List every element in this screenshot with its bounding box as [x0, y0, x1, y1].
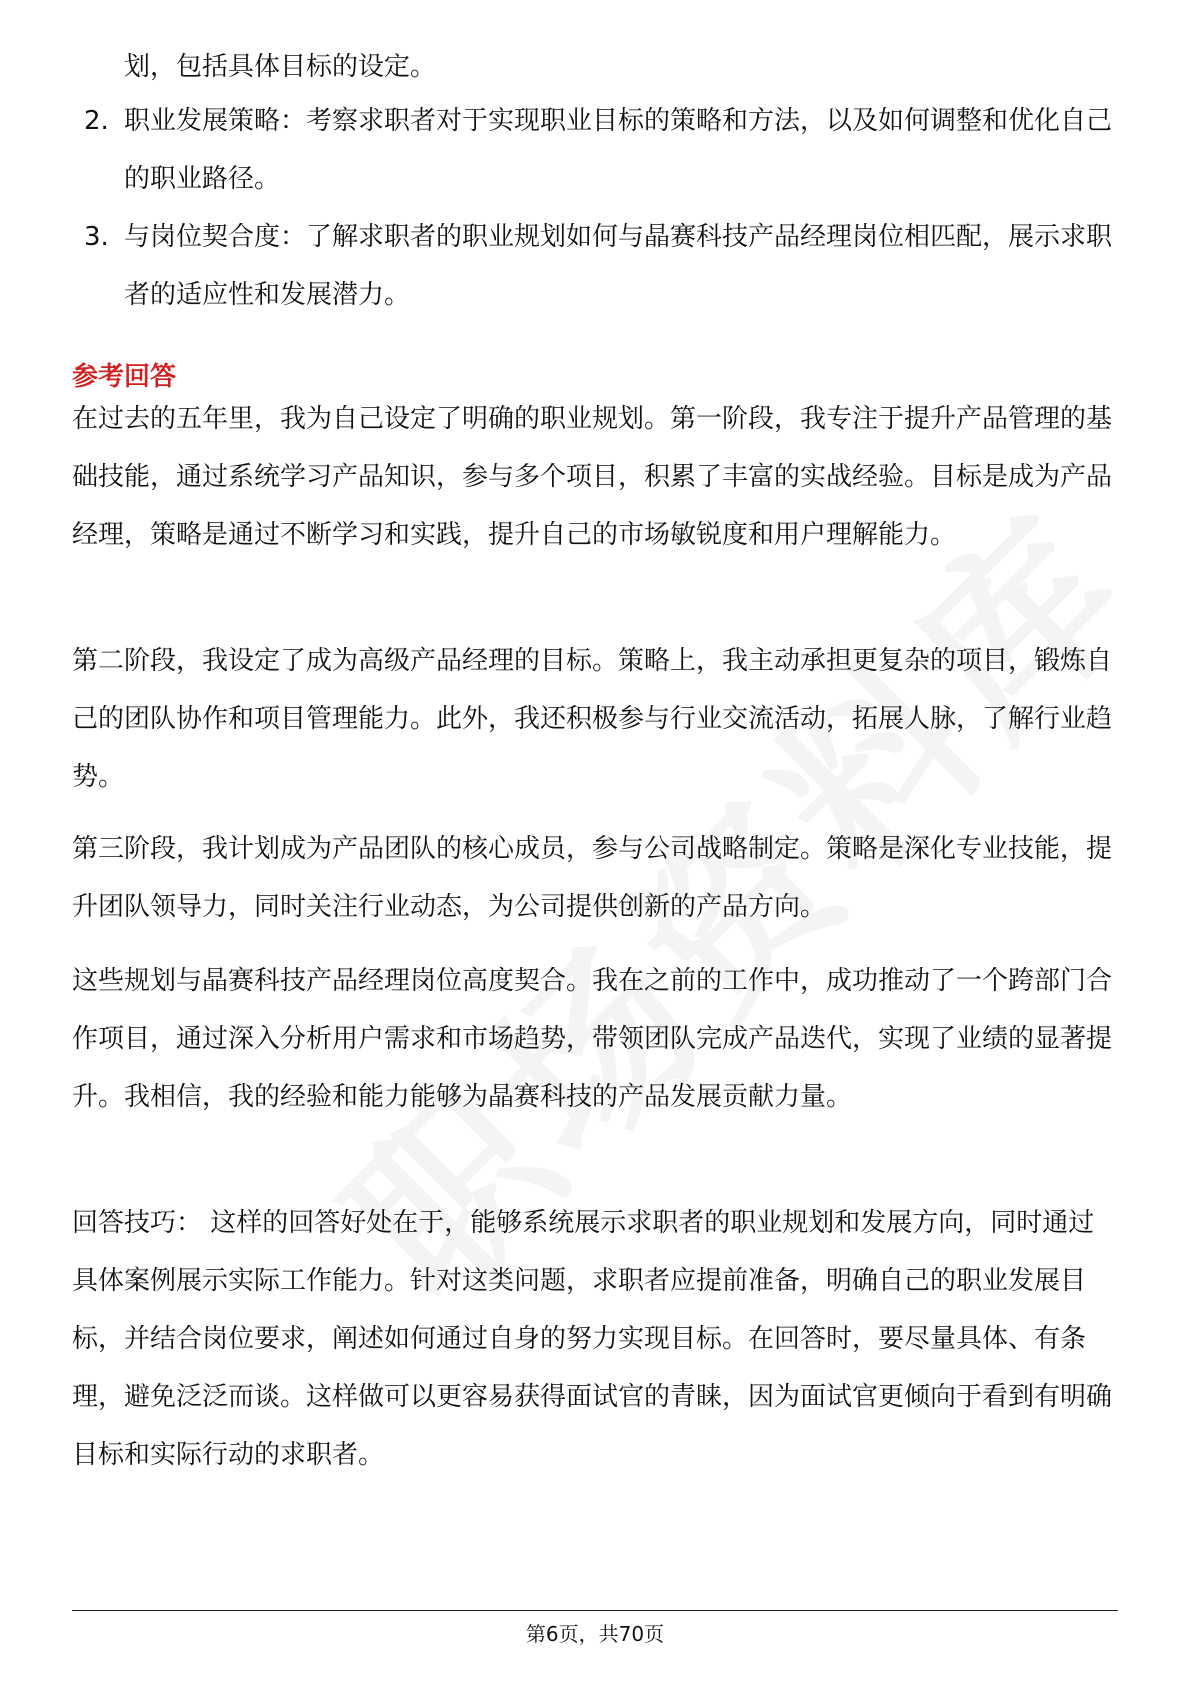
answer-paragraph-4: 这些规划与晶赛科技产品经理岗位高度契合。我在之前的工作中，成功推动了一个跨部门合作项目，通过深入分析用户需求和市场趋势，带领团队完成产品迭代，实现了业绩的显著提升。我相信，我的经验和能力能够为晶赛科技的产品发展贡献力量。: [72, 966, 1113, 1112]
list-item-number: 2.: [84, 106, 109, 136]
list-item-text: 与岗位契合度：了解求职者的职业规划如何与晶赛科技产品经理岗位相匹配，展示求职者的适应性和发展潜力。: [124, 222, 1113, 310]
footer-divider: [72, 1610, 1118, 1611]
list-item-continuation: 划，包括具体目标的设定。: [124, 52, 437, 82]
list-item: [72, 92, 1118, 208]
point-list: [72, 92, 1118, 324]
answer-paragraph-1: 在过去的五年里，我为自己设定了明确的职业规划。第一阶段，我专注于提升产品管理的基础技能，通过系统学习产品知识，参与多个项目，积累了丰富的实战经验。目标是成为产品经理，策略是通过不断学习和实践，提升自己的市场敏锐度和用户理解能力。: [72, 404, 1113, 550]
list-item-text: 职业发展策略：考察求职者对于实现职业目标的策略和方法，以及如何调整和优化自己的职业路径。: [124, 106, 1113, 194]
list-item-number: 3.: [84, 222, 109, 252]
answer-paragraph-3: 第三阶段，我计划成为产品团队的核心成员，参与公司战略制定。策略是深化专业技能，提升团队领导力，同时关注行业动态，为公司提供创新的产品方向。: [72, 834, 1113, 922]
page-number: 第6页，共70页: [525, 1622, 665, 1646]
answer-tips-paragraph: 回答技巧： 这样的回答好处在于，能够系统展示求职者的职业规划和发展方向，同时通过具体案例展示实际工作能力。针对这类问题，求职者应提前准备，明确自己的职业发展目标，并结合岗位要求，阐述如何通过自身的努力实现目标。在回答时，要尽量具体、有条理，避免泛泛而谈。这样做可以更容易获得面试官的青睐，因为面试官更倾向于看到有明确目标和实际行动的求职者。: [72, 1208, 1113, 1470]
list-item: [72, 208, 1118, 324]
answer-paragraph-2: 第二阶段，我设定了成为高级产品经理的目标。策略上，我主动承担更复杂的项目，锻炼自己的团队协作和项目管理能力。此外，我还积极参与行业交流活动，拓展人脉，了解行业趋势。: [72, 646, 1113, 792]
section-heading: 参考回答: [72, 362, 177, 392]
